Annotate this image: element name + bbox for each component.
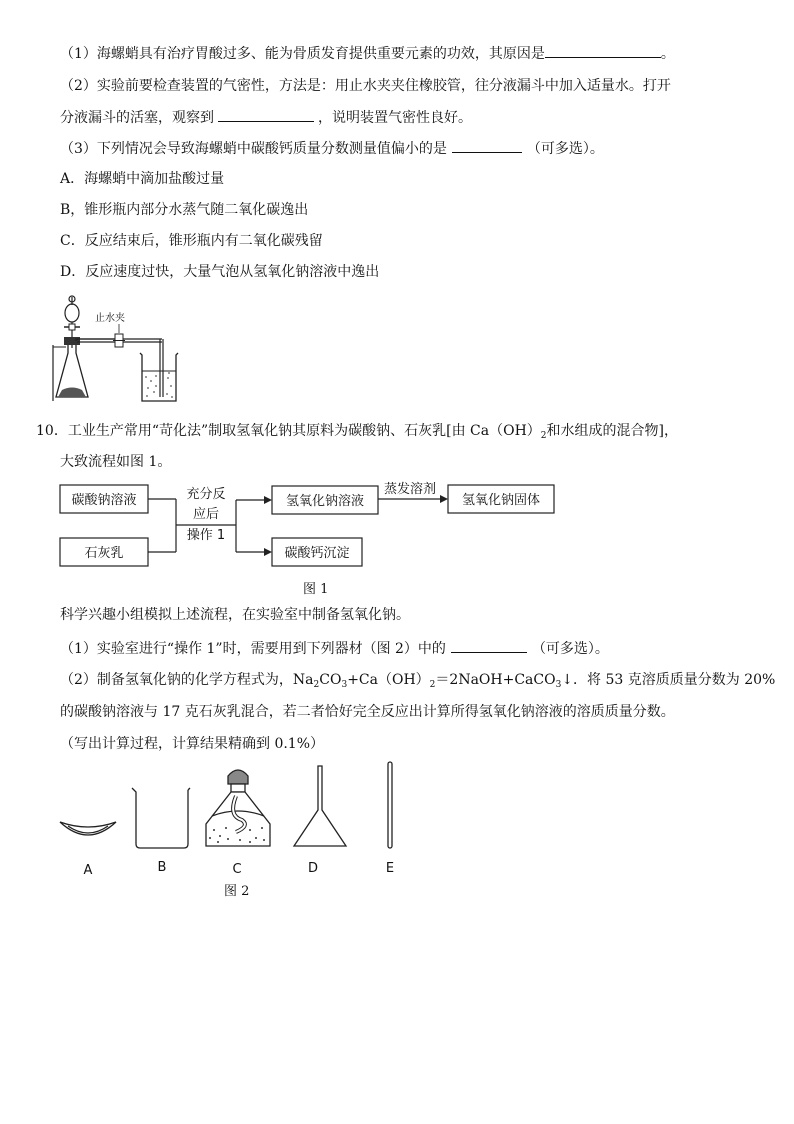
eq-sub-3: 2 <box>429 680 436 690</box>
q10-part1-text: （1）实验室进行“操作 1”时，需要用到下列器材（图 2）中的 <box>60 641 446 657</box>
equip-label-e: E <box>385 861 395 876</box>
q9-part1-end: 。 <box>660 46 675 62</box>
q9-option-a: A．海螺蛸中滴加盐酸过量 <box>60 171 225 187</box>
gas-apparatus-figure <box>50 293 180 405</box>
q9-part2-line2 <box>60 108 472 127</box>
flow-text-box1: 碳酸钠溶液 <box>71 493 137 508</box>
q10-intro-line1 <box>36 422 678 445</box>
q9-part1 <box>60 44 675 63</box>
q10-intro-subscript: 2 <box>540 431 547 441</box>
flow-arrow-label: 蒸发溶剂 <box>383 482 437 497</box>
eq-part-c: +Ca（OH） <box>347 672 430 688</box>
q10-part2-line2: 的碳酸钠溶液与 17 克石灰乳混合，若二者恰好完全反应出计算所得氢氧化钠溶液的溶质质量分数。 <box>60 704 675 720</box>
eq-sub-4: 3 <box>555 680 562 690</box>
flow-chart-figure <box>56 480 566 575</box>
q9-part2-end: ，说明装置气密性良好。 <box>318 110 472 126</box>
eq-part-e: ↓．将 53 克溶质质量分数为 20% <box>561 672 776 688</box>
q9-part1-blank <box>545 44 661 58</box>
clamp-label: 止水夹 <box>95 313 125 324</box>
figure-2-caption: 图 2 <box>224 884 250 899</box>
q9-part3-end: （可多选）。 <box>526 141 604 157</box>
flow-text-mid3: 操作 1 <box>186 528 226 543</box>
equip-label-b: B <box>157 860 167 875</box>
eq-sub-1: 2 <box>313 680 320 690</box>
q9-option-d: D．反应速度过快，大量气泡从氢氧化钠溶液中逸出 <box>60 264 380 280</box>
flow-text-mid2: 应后 <box>192 507 220 522</box>
alcohol-lamp-icon <box>206 770 270 846</box>
q9-part3-blank <box>452 139 522 153</box>
q10-intro-line2: 大致流程如图 1。 <box>60 454 172 470</box>
equipment-figure <box>50 760 420 900</box>
figure-1-caption: 图 1 <box>303 582 329 597</box>
flow-text-mid1: 充分反 <box>186 487 226 502</box>
q9-part3 <box>60 139 604 158</box>
q9-part3-text: （3）下列情况会导致海螺蛸中碳酸钙质量分数测量值偏小的是 <box>60 141 447 157</box>
flow-text-box5: 碳酸钙沉淀 <box>284 546 350 561</box>
q10-lead: 科学兴趣小组模拟上述流程，在实验室中制备氢氧化钠。 <box>60 607 410 623</box>
equip-label-d: D <box>307 861 319 876</box>
flow-text-box2: 石灰乳 <box>84 546 124 561</box>
q10-part2-line3: （写出计算过程，计算结果精确到 0.1%） <box>60 736 325 752</box>
q9-option-b: B，锥形瓶内部分水蒸气随二氧化碳逸出 <box>60 202 309 218</box>
q10-part1-end: （可多选）。 <box>531 641 609 657</box>
q10-intro-text: 10．工业生产常用“苛化法”制取氢氧化钠其原料为碳酸钠、石灰乳[由 Ca（OH） <box>36 423 541 439</box>
funnel-icon <box>294 766 346 846</box>
flow-text-box3: 氢氧化钠溶液 <box>285 494 365 509</box>
q9-part2-blank <box>218 108 314 122</box>
eq-part-b: CO <box>319 672 342 688</box>
q9-part2-text: 分液漏斗的活塞，观察到 <box>60 110 214 126</box>
q10-part1-blank <box>451 639 527 653</box>
q9-part1-text: （1）海螺蛸具有治疗胃酸过多、能为骨质发育提供重要元素的功效，其原因是 <box>60 46 545 62</box>
flow-text-box4: 氢氧化钠固体 <box>461 493 541 508</box>
q10-part2-line1 <box>60 671 775 694</box>
q10-intro-text-end: 和水组成的混合物]， <box>546 423 678 439</box>
evaporating-dish-icon <box>60 822 116 835</box>
eq-sub-2: 3 <box>341 680 348 690</box>
equip-label-a: A <box>83 863 93 878</box>
q9-part2-line1: （2）实验前要检查装置的气密性，方法是：用止水夹夹住橡胶管，往分液漏斗中加入适量水。打开 <box>60 78 671 94</box>
eq-part-a: （2）制备氢氧化钠的化学方程式为，Na <box>60 672 314 688</box>
equip-label-c: C <box>232 862 242 877</box>
q10-part1 <box>60 639 609 658</box>
q9-option-c: C．反应结束后，锥形瓶内有二氧化碳残留 <box>60 233 323 249</box>
beaker-icon <box>132 788 190 848</box>
glass-rod-icon <box>388 762 392 848</box>
eq-part-d: ＝2NaOH+CaCO <box>435 672 556 688</box>
